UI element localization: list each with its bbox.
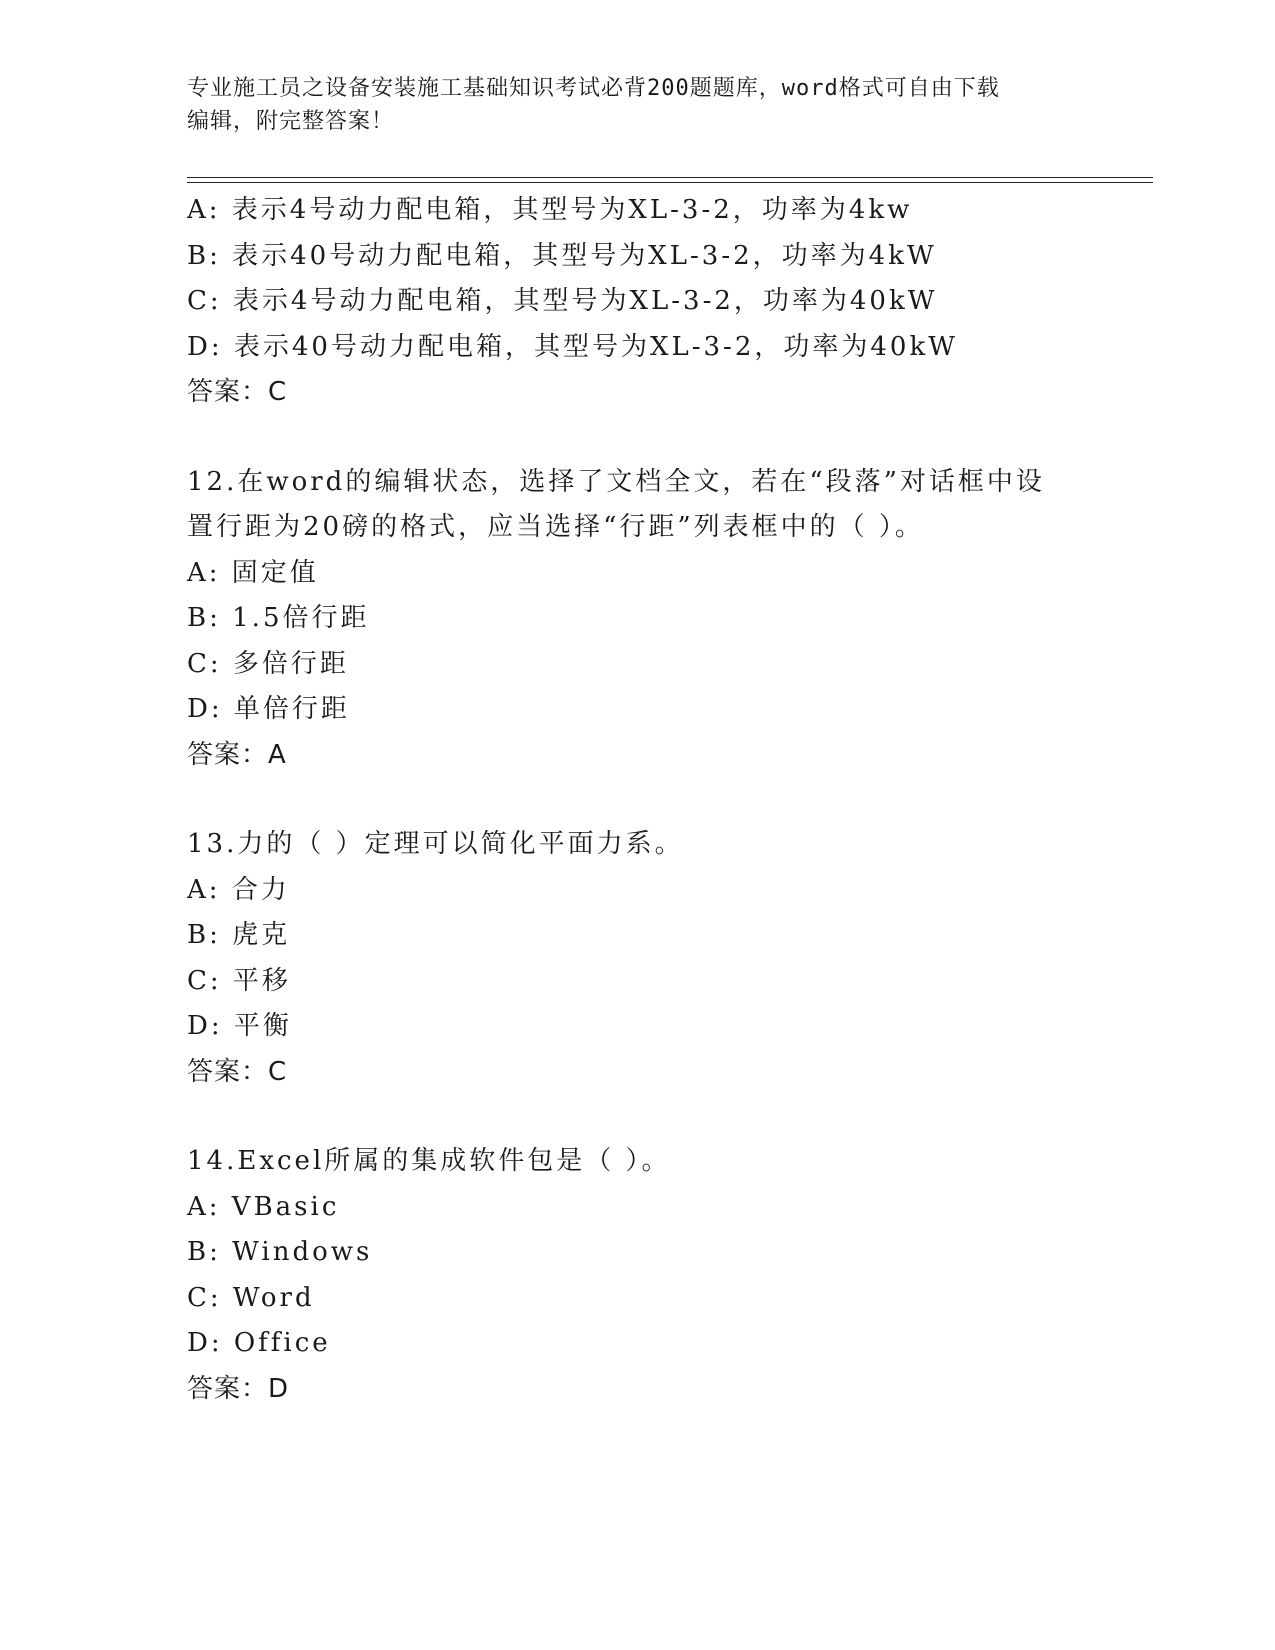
option-d: D: 平衡 [187,1011,292,1041]
question-text-line-1: 12.在word的编辑状态，选择了文档全文，若在“段落”对话框中设 [187,466,1045,497]
question-11-block [187,188,1147,416]
option-b: B: 1.5倍行距 [187,603,370,633]
question-text-line-2: 置行距为20磅的格式，应当选择“行距”列表框中的（ ）。 [187,512,924,542]
option-a: A: 固定值 [187,557,319,588]
spacer [187,416,1147,460]
option-c: C: 多倍行距 [187,648,349,679]
spacer [187,1095,1147,1139]
option-d: D: 表示40号动力配电箱，其型号为XL-3-2，功率为40kW [187,331,958,362]
spacer [187,778,1147,822]
question-list [187,188,1147,1412]
answer-line: 答案：D [187,1373,290,1404]
option-b: B: Windows [187,1237,373,1267]
option-d: D: Office [187,1328,331,1358]
option-a: A: VBasic [187,1191,340,1222]
question-13-block [187,822,1147,1095]
option-a: A: 合力 [187,874,290,905]
header-title-line-2: 编辑，附完整答案！ [187,109,395,134]
answer-line: 答案：C [187,1056,288,1087]
question-14-block [187,1139,1147,1412]
option-c: C: 表示4号动力配电箱，其型号为XL-3-2，功率为40kW [187,286,938,316]
option-b: B: 虎克 [187,920,291,950]
option-b: B: 表示40号动力配电箱，其型号为XL-3-2，功率为4kW [187,240,937,271]
document-header [187,72,1067,138]
answer-line: 答案：C [187,377,288,407]
header-divider-bottom [187,182,1153,183]
header-title-line-1: 专业施工员之设备安装施工基础知识考试必背200题题库，word格式可自由下载 [187,76,1000,101]
question-text: 13.力的（ ）定理可以简化平面力系。 [187,829,684,859]
option-c: C: Word [187,1282,315,1313]
option-c: C: 平移 [187,965,291,996]
header-divider-top [187,177,1153,178]
question-text: 14.Excel所属的集成软件包是（ ）。 [187,1146,671,1176]
option-d: D: 单倍行距 [187,694,350,724]
option-a: A: 表示4号动力配电箱，其型号为XL-3-2，功率为4kw [187,195,913,225]
question-12-block [187,460,1147,779]
answer-line: 答案：A [187,739,287,770]
